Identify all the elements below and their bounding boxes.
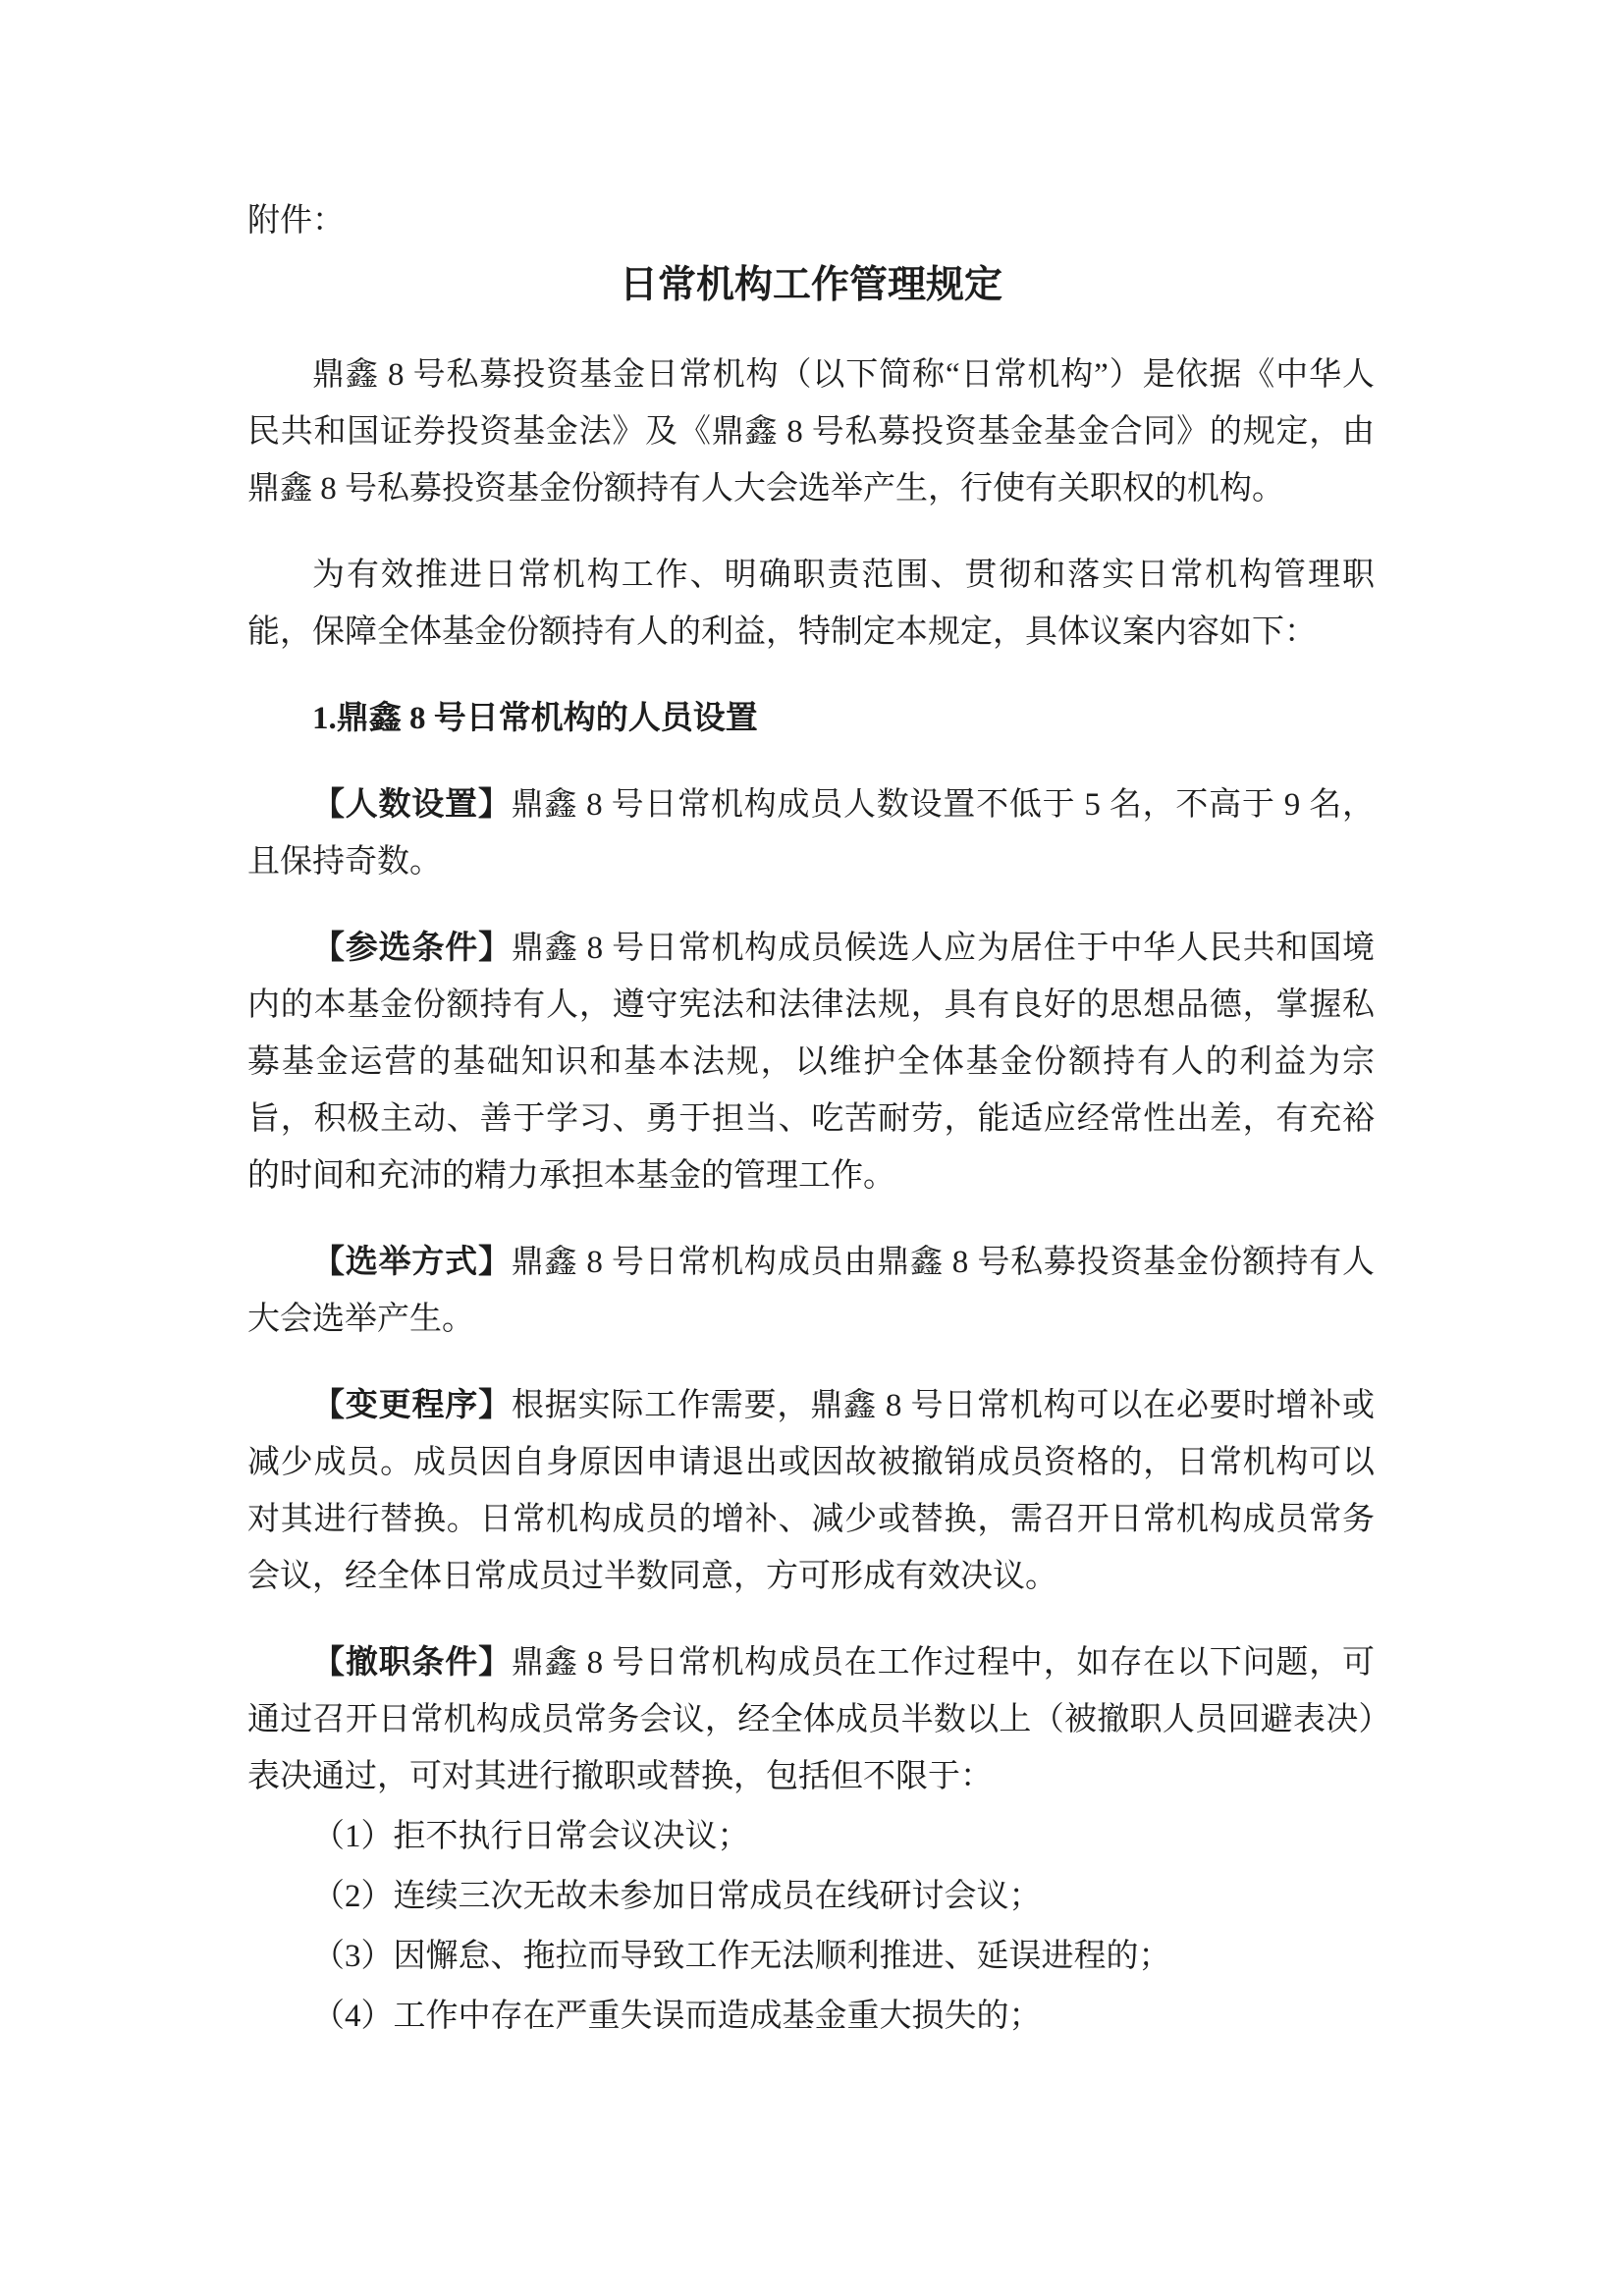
clause-label: 【撤职条件】 bbox=[312, 1645, 512, 1681]
clause-text: 鼎鑫 8 号日常机构成员在工作过程中，如存在以下问题，可通过召开日常机构成员常务会议，经全体成员半数以上（被撤职人员回避表决）表决通过，可对其进行撤职或替换，包括但不限于： bbox=[247, 1645, 1375, 1794]
clause-text: 鼎鑫 8 号日常机构成员人数设置不低于 5 名，不高于 9 名，且保持奇数。 bbox=[247, 787, 1376, 880]
document-content bbox=[247, 0, 1375, 2048]
clause-paragraph bbox=[247, 920, 1375, 1204]
list-item: （2）连续三次无故未参加日常成员在线研讨会议； bbox=[312, 1879, 1042, 1914]
clause-paragraph bbox=[247, 776, 1375, 890]
clause-label: 【人数设置】 bbox=[312, 787, 512, 823]
list-item: （4）工作中存在严重失误而造成基金重大损失的； bbox=[312, 1999, 1042, 2034]
attachment-label: 附件： bbox=[247, 203, 345, 239]
clause-paragraph bbox=[247, 1234, 1375, 1348]
clause-label: 【选举方式】 bbox=[312, 1245, 512, 1280]
list-item: （1）拒不执行日常会议决议； bbox=[312, 1819, 750, 1854]
intro-paragraph: 为有效推进日常机构工作、明确职责范围、贯彻和落实日常机构管理职能，保障全体基金份额持有人的利益，特制定本规定，具体议案内容如下： bbox=[247, 558, 1375, 650]
intro-paragraph: 鼎鑫 8 号私募投资基金日常机构（以下简称“日常机构”）是依据《中华人民共和国证券投资基金法》及《鼎鑫 8 号私募投资基金基金合同》的规定，由鼎鑫 8 号私募投资基金份额持有人大会选举产生，行使有关职权的机构。 bbox=[247, 357, 1375, 507]
clause-paragraph bbox=[247, 1377, 1375, 1605]
document-title: 日常机构工作管理规定 bbox=[619, 264, 1002, 306]
clause-paragraph bbox=[247, 1634, 1375, 1805]
clause-text: 鼎鑫 8 号日常机构成员候选人应为居住于中华人民共和国境内的本基金份额持有人，遵守宪法和法律法规，具有良好的思想品德，掌握私募基金运营的基础知识和基本法规，以维护全体基金份额持有人的利益为宗旨，积极主动、善于学习、勇于担当、吃苦耐劳，能适应经常性出差，有充裕的时间和充沛的精力承担本基金的管理工作。 bbox=[247, 931, 1375, 1194]
clause-label: 【参选条件】 bbox=[312, 931, 512, 966]
clause-text: 鼎鑫 8 号日常机构成员由鼎鑫 8 号私募投资基金份额持有人大会选举产生。 bbox=[247, 1245, 1376, 1337]
clause-text: 根据实际工作需要，鼎鑫 8 号日常机构可以在必要时增补或减少成员。成员因自身原因申请退出或因故被撤销成员资格的，日常机构可以对其进行替换。日常机构成员的增补、减少或替换，需召开日常机构成员常务会议，经全体日常成员过半数同意，方可形成有效决议。 bbox=[247, 1388, 1375, 1594]
clause-label: 【变更程序】 bbox=[312, 1388, 512, 1423]
section-heading: 1.鼎鑫 8 号日常机构的人员设置 bbox=[312, 701, 758, 736]
list-item: （3）因懈怠、拖拉而导致工作无法顺利推进、延误进程的； bbox=[312, 1939, 1171, 1974]
